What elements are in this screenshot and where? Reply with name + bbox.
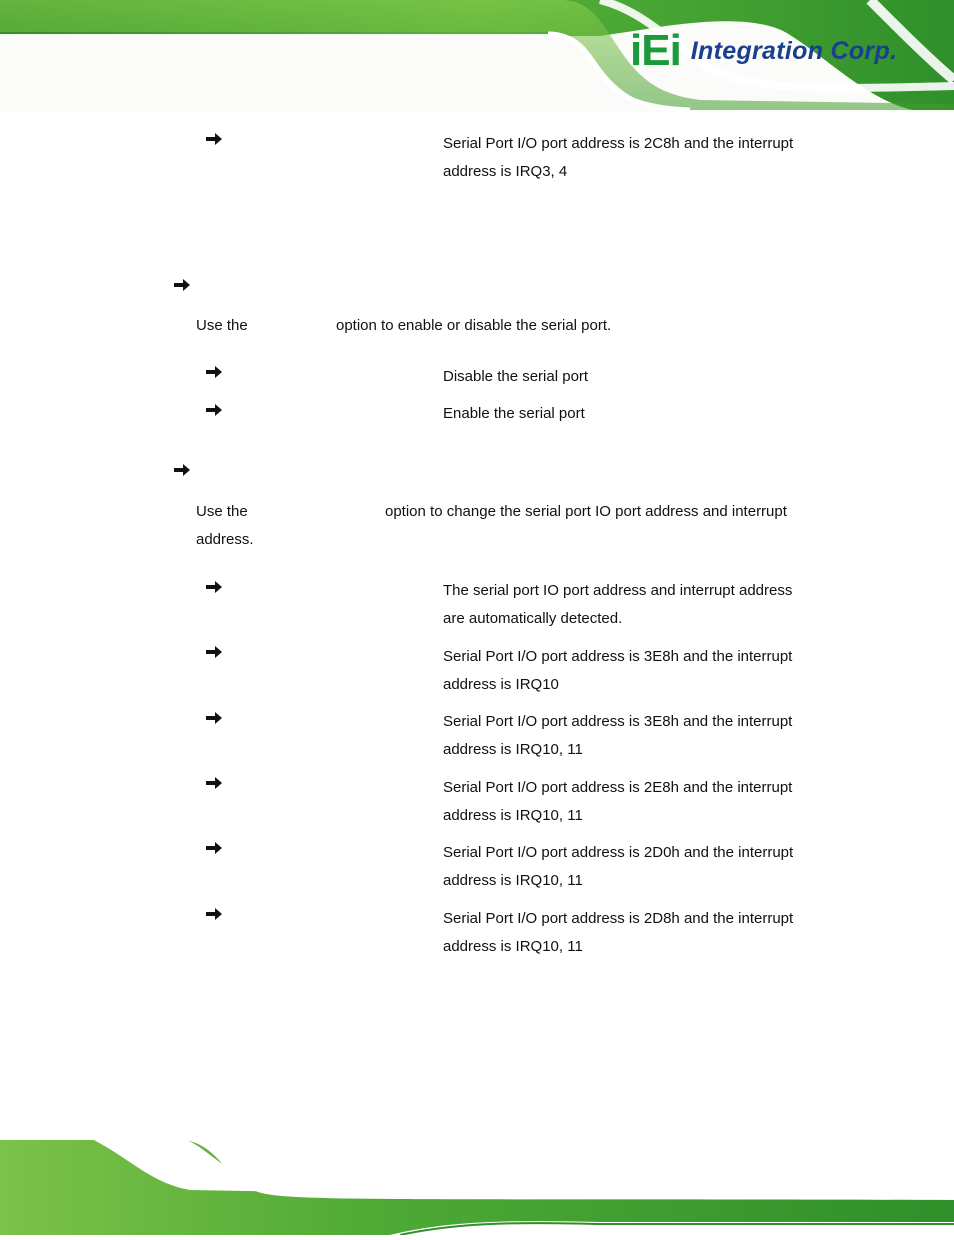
option-description: address is IRQ10, 11 — [443, 938, 583, 955]
right-arrow-icon — [205, 645, 223, 659]
section-intro-prefix: Use the — [196, 317, 248, 334]
footer-decoration — [0, 1128, 954, 1235]
option-description: Serial Port I/O port address is 3E8h and the interrupt — [443, 713, 793, 730]
right-arrow-icon — [173, 463, 191, 477]
brand-mark: iEi — [630, 26, 681, 75]
footer-banner — [0, 1128, 954, 1235]
section-intro-prefix: Use the — [196, 503, 248, 520]
right-arrow-icon — [205, 711, 223, 725]
option-description: Serial Port I/O port address is 2C8h and the interrupt — [443, 135, 794, 152]
right-arrow-icon — [205, 365, 223, 379]
option-description: Serial Port I/O port address is 2D0h and the interrupt — [443, 844, 794, 861]
option-description: address is IRQ10, 11 — [443, 741, 583, 758]
right-arrow-icon — [205, 132, 223, 146]
right-arrow-icon — [205, 841, 223, 855]
right-arrow-icon — [173, 278, 191, 292]
section-intro-suffix: option to change the serial port IO port address and interrupt — [385, 503, 787, 520]
section-intro-line2: address. — [196, 531, 254, 548]
right-arrow-icon — [205, 403, 223, 417]
option-description: Serial Port I/O port address is 2E8h and the interrupt — [443, 779, 793, 796]
right-arrow-icon — [205, 907, 223, 921]
brand-name: Integration Corp. — [690, 36, 898, 65]
right-arrow-icon — [205, 580, 223, 594]
option-description: Serial Port I/O port address is 2D8h and the interrupt — [443, 910, 794, 927]
option-description: address is IRQ3, 4 — [443, 163, 568, 180]
option-description: Serial Port I/O port address is 3E8h and the interrupt — [443, 648, 793, 665]
brand-logo — [630, 26, 930, 76]
option-description: are automatically detected. — [443, 610, 623, 627]
option-description: address is IRQ10 — [443, 676, 559, 693]
option-description: Disable the serial port — [443, 368, 589, 385]
option-description: address is IRQ10, 11 — [443, 872, 583, 889]
option-description: address is IRQ10, 11 — [443, 807, 583, 824]
option-description: Enable the serial port — [443, 405, 585, 422]
option-description: The serial port IO port address and interrupt address — [443, 582, 793, 599]
header-banner — [0, 0, 954, 112]
right-arrow-icon — [205, 776, 223, 790]
section-intro-suffix: option to enable or disable the serial port. — [336, 317, 612, 334]
